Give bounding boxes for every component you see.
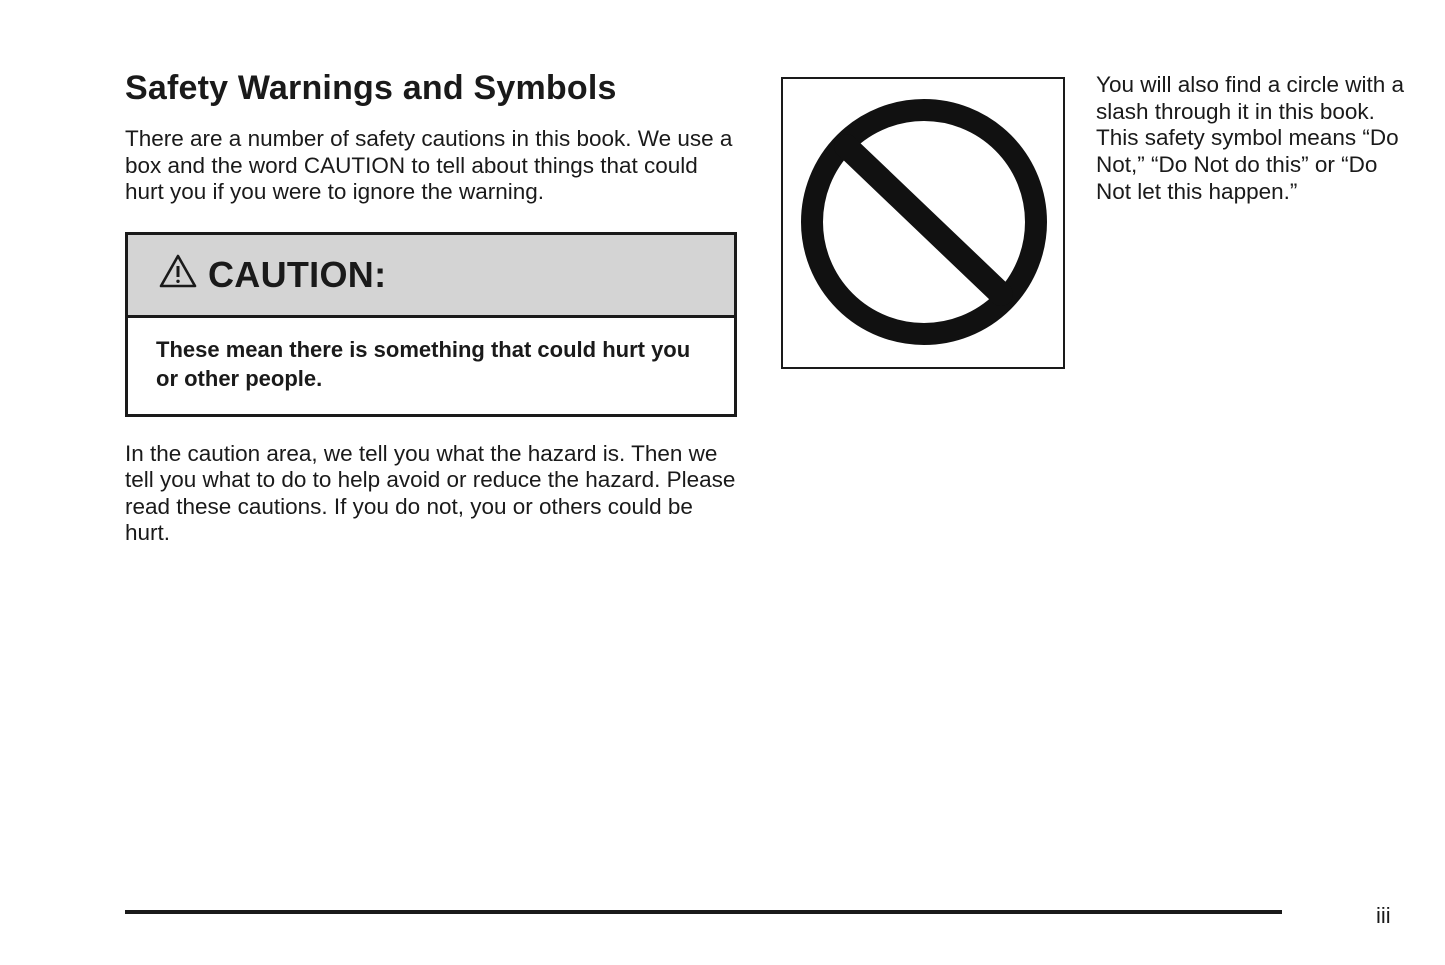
page-title: Safety Warnings and Symbols bbox=[125, 69, 617, 107]
prohibition-symbol-frame bbox=[781, 77, 1065, 369]
caution-text: These mean there is something that could hurt you or other people. bbox=[156, 336, 691, 391]
caution-box bbox=[125, 232, 737, 417]
page-number: iii bbox=[1376, 903, 1391, 928]
left-column bbox=[125, 66, 737, 547]
caution-label: CAUTION: bbox=[208, 253, 387, 295]
caution-explanation: In the caution area, we tell you what the hazard is. Then we tell you what to do to help avoid or reduce the hazard. Please read these cautions. If you do not, you or others could be hurt. bbox=[125, 440, 736, 545]
prohibition-icon bbox=[783, 79, 1063, 367]
symbol-explanation: You will also find a circle with a slash through it in this book. This safety symbol means “Do Not,” “Do Not do this” or “Do Not let this happen.” bbox=[1096, 72, 1405, 204]
caution-header bbox=[128, 235, 734, 318]
warning-triangle-icon bbox=[158, 253, 198, 289]
footer-divider bbox=[125, 910, 1282, 914]
intro-paragraph: There are a number of safety cautions in this book. We use a box and the word CAUTION to tell about things that could hurt you if you were to ignore the warning. bbox=[125, 126, 733, 204]
